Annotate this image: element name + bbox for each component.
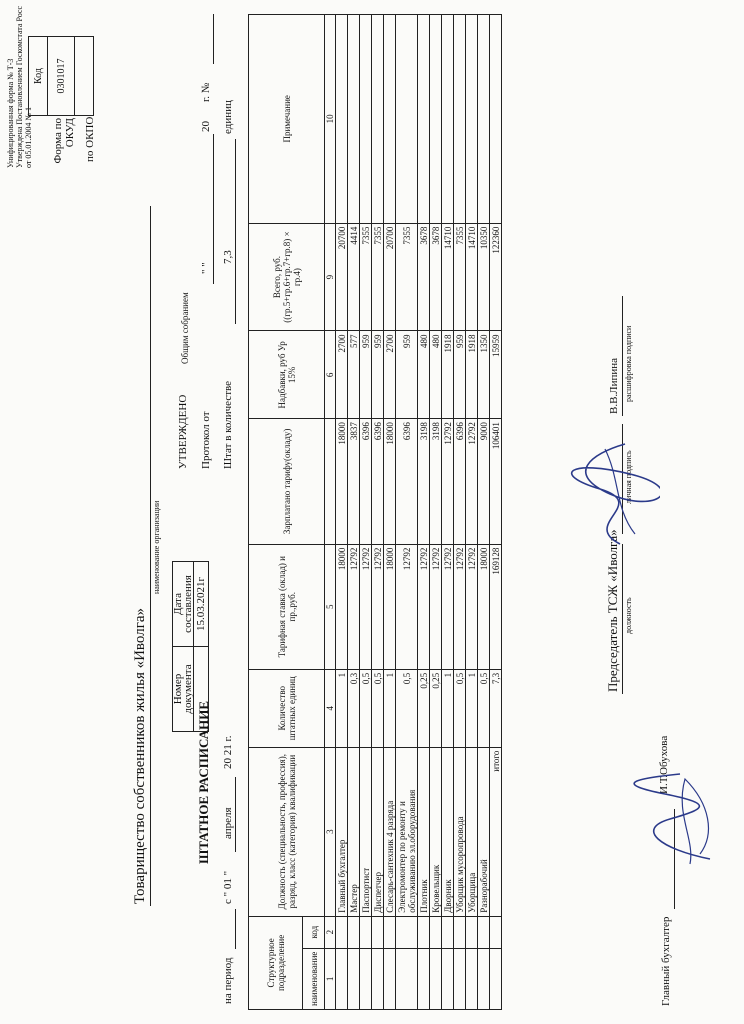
note-cell (384, 15, 396, 224)
col-number: 4 (325, 669, 336, 747)
position-cell: Уборщица (466, 747, 478, 916)
position-cell: Электромонтер по ремонту и обслуживанию эл.оборудования (396, 747, 418, 916)
chairman-name-line (622, 296, 623, 416)
total-cell: 10350 (478, 223, 490, 331)
table-row (478, 15, 490, 1010)
note-cell (430, 15, 442, 224)
struct-code-cell (478, 916, 490, 948)
total-salary: 106401 (490, 419, 502, 544)
salary-cell: 3837 (348, 419, 360, 544)
bonus-cell: 1918 (466, 331, 478, 419)
table-row (396, 15, 418, 1010)
doc-number-date-box (172, 561, 209, 732)
table-row (454, 15, 466, 1010)
rate-cell: 12792 (348, 544, 360, 669)
struct-code-cell (396, 916, 418, 948)
note-cell (336, 15, 348, 224)
total-rate: 169128 (490, 544, 502, 669)
struct-code-cell (384, 916, 396, 948)
position-cell: Плотник (418, 747, 430, 916)
note-cell (442, 15, 454, 224)
struct-name-cell (430, 948, 442, 1009)
accountant-label: Главный бухгалтер (660, 916, 672, 1006)
bonus-cell: 2700 (384, 331, 396, 419)
count-cell: 0,5 (454, 669, 466, 747)
organization-name: Товарищество собственников жилья «Иволга» (132, 607, 148, 904)
total-cell: 3678 (430, 223, 442, 331)
table-row (384, 15, 396, 1010)
col-number: 6 (325, 331, 336, 419)
approval-year-prefix: 20 (200, 121, 212, 132)
total-cell: 20700 (336, 223, 348, 331)
struct-name-cell (372, 948, 384, 1009)
count-cell: 1 (336, 669, 348, 747)
rate-cell: 18000 (478, 544, 490, 669)
note-cell (348, 15, 360, 224)
chairman-name: В.В.Липина (608, 357, 620, 414)
header-struct-code: код (303, 916, 325, 948)
header-position: Должность (специальность, профессия), разряд, класс (категория) квалификации (249, 747, 325, 916)
period-year: 20 21 г. (222, 735, 234, 769)
note-cell (466, 15, 478, 224)
doc-date-label: Дата составления (173, 562, 194, 647)
position-cell: Кровельщик (430, 747, 442, 916)
bonus-cell: 959 (454, 331, 466, 419)
table-row (442, 15, 454, 1010)
salary-cell: 6396 (454, 419, 466, 544)
salary-cell: 12792 (466, 419, 478, 544)
column-numbers-row (325, 15, 336, 1010)
bonus-cell: 959 (360, 331, 372, 419)
chairman-signature (560, 434, 660, 554)
count-cell: 0,25 (430, 669, 442, 747)
total-total: 122360 (490, 223, 502, 331)
approval-staff-value: 7,3 (222, 250, 234, 264)
position-cell: Уборщик мусоропровода (454, 747, 466, 916)
position-cell: Мастер (348, 747, 360, 916)
count-cell: 0,3 (348, 669, 360, 747)
header-total: Всего, руб. ((гр.5+гр.6+гр.7+гр.8) × гр.4) (249, 223, 325, 331)
count-cell: 0,5 (360, 669, 372, 747)
note-cell (418, 15, 430, 224)
struct-code-cell (348, 916, 360, 948)
struct-code-cell (360, 916, 372, 948)
organization-underline (150, 206, 151, 906)
struct-code-cell (418, 916, 430, 948)
total-count: 7,3 (490, 669, 502, 747)
salary-cell: 3198 (430, 419, 442, 544)
salary-cell: 18000 (384, 419, 396, 544)
bonus-cell: 1350 (478, 331, 490, 419)
header-salary: Зарплатано тарифу(окладу) (249, 419, 325, 544)
struct-name-cell (454, 948, 466, 1009)
table-row (336, 15, 348, 1010)
salary-cell: 6396 (372, 419, 384, 544)
period-label: на период (222, 957, 234, 1004)
rate-cell: 18000 (336, 544, 348, 669)
total-cell: 7355 (396, 223, 418, 331)
code-header: Код (29, 37, 48, 116)
salary-cell: 12792 (442, 419, 454, 544)
note-cell (360, 15, 372, 224)
struct-name-cell (336, 948, 348, 1009)
salary-cell: 3198 (418, 419, 430, 544)
staff-table (248, 14, 502, 1010)
personal-caption: личная подпись (624, 450, 633, 504)
form-info-line3: от 05.01.2004 № 1 (24, 106, 33, 169)
position-cell: Слесарь-сантехник 4 разряда (384, 747, 396, 916)
rate-cell: 12792 (430, 544, 442, 669)
approval-number-line (213, 14, 214, 64)
form-info-line2: Утверждена Постановлением Госкомстата Росс (15, 6, 24, 169)
total-row (490, 15, 502, 1010)
salary-cell: 6396 (360, 419, 372, 544)
struct-code-cell (336, 916, 348, 948)
struct-name-cell (348, 948, 360, 1009)
total-cell: 7355 (454, 223, 466, 331)
accountant-name: И.Т.Обухова (658, 735, 670, 794)
accountant-signature (620, 764, 730, 874)
position-cell: Диспетчер (372, 747, 384, 916)
col-number: 5 (325, 544, 336, 669)
count-cell: 1 (442, 669, 454, 747)
col-number: 10 (325, 15, 336, 224)
doc-number-label: Номер документа (173, 647, 194, 732)
code-box (28, 36, 94, 116)
rate-cell: 12792 (396, 544, 418, 669)
header-count: Количество штатных единиц (249, 669, 325, 747)
count-cell: 0,5 (396, 669, 418, 747)
struct-code-cell (430, 916, 442, 948)
table-row (360, 15, 372, 1010)
col-number: 9 (325, 223, 336, 331)
total-cell: 3678 (418, 223, 430, 331)
rate-cell: 12792 (442, 544, 454, 669)
rate-cell: 12792 (372, 544, 384, 669)
struct-code-cell (466, 916, 478, 948)
count-cell: 0,25 (418, 669, 430, 747)
position-caption: должность (624, 597, 633, 634)
count-cell: 0,5 (478, 669, 490, 747)
struct-name-cell (360, 948, 372, 1009)
table-row (466, 15, 478, 1010)
col-number: 2 (325, 916, 336, 948)
note-cell (454, 15, 466, 224)
salary-cell: 6396 (396, 419, 418, 544)
period-month: апреля (222, 807, 234, 839)
approval-staff-line (235, 139, 236, 324)
position-cell: Паспортист (360, 747, 372, 916)
rate-cell: 18000 (384, 544, 396, 669)
approval-year-suffix: г. № (200, 82, 212, 102)
total-cell: 7355 (372, 223, 384, 331)
rate-cell: 12792 (466, 544, 478, 669)
total-cell: 20700 (384, 223, 396, 331)
table-row (418, 15, 430, 1010)
bonus-cell: 1918 (442, 331, 454, 419)
approval-date-line (213, 134, 214, 284)
organization-caption: наименование организации (152, 500, 161, 594)
approval-approved: УТВЕРЖДЕНО (177, 394, 189, 469)
table-row (372, 15, 384, 1010)
approval-date-quote: " " (200, 262, 212, 274)
period-from: с " 01 " (222, 870, 234, 904)
count-cell: 0,5 (372, 669, 384, 747)
salary-cell: 9000 (478, 419, 490, 544)
doc-date-value: 15.03.2021г (194, 562, 209, 647)
bonus-cell: 959 (372, 331, 384, 419)
struct-name-cell (478, 948, 490, 1009)
document-title: ШТАТНОЕ РАСПИСАНИЕ (196, 700, 211, 864)
struct-code-cell (454, 916, 466, 948)
header-struct: Структурное подразделение (249, 916, 303, 1009)
header-rate: Тарифная ставка (оклад) и пр.,руб. (249, 544, 325, 669)
position-cell: Разнорабочий (478, 747, 490, 916)
note-cell (372, 15, 384, 224)
chairman-title-line (622, 544, 623, 694)
period-line (235, 909, 236, 949)
header-bonus: Надбавки, руб Ур 15% (249, 331, 325, 419)
total-bonus: 15959 (490, 331, 502, 419)
rate-cell: 12792 (418, 544, 430, 669)
okud-label: Форма по ОКУД (52, 118, 76, 164)
bonus-cell: 959 (396, 331, 418, 419)
bonus-cell: 480 (418, 331, 430, 419)
approval-staff-label: Штат в количестве (222, 380, 234, 469)
total-cell: 14710 (442, 223, 454, 331)
bonus-cell: 577 (348, 331, 360, 419)
total-label: итого (490, 747, 502, 916)
rate-cell: 12792 (454, 544, 466, 669)
decode-caption: расшифровка подписи (624, 325, 633, 402)
table-row (348, 15, 360, 1010)
total-cell: 4414 (348, 223, 360, 331)
note-cell (478, 15, 490, 224)
approval-by: Общим собранием (180, 292, 190, 364)
table-row (430, 15, 442, 1010)
header-struct-name: наименование (303, 948, 325, 1009)
position-cell: Дворник (442, 747, 454, 916)
struct-name-cell (418, 948, 430, 1009)
form-info-line1: Унифицированная форма № Т-3 (6, 58, 15, 169)
col-number: 3 (325, 747, 336, 916)
okud-value: 0301017 (48, 37, 75, 116)
period-month-line (235, 777, 236, 852)
note-cell (396, 15, 418, 224)
struct-code-cell (372, 916, 384, 948)
total-cell: 7355 (360, 223, 372, 331)
header-note: Примечание (249, 15, 325, 224)
okpo-value (75, 37, 94, 116)
struct-name-cell (466, 948, 478, 1009)
approval-staff-unit: единиц (222, 100, 234, 134)
total-cell: 14710 (466, 223, 478, 331)
approval-protocol: Протокол от (200, 411, 212, 469)
struct-name-cell (442, 948, 454, 1009)
bonus-cell: 480 (430, 331, 442, 419)
col-number (325, 419, 336, 544)
struct-name-cell (396, 948, 418, 1009)
chairman-title: Председатель ТСЖ «Иволга» (605, 529, 620, 692)
rate-cell: 12792 (360, 544, 372, 669)
salary-cell: 18000 (336, 419, 348, 544)
count-cell: 1 (466, 669, 478, 747)
position-cell: Главный бухгалтер (336, 747, 348, 916)
okpo-label: по ОКПО (84, 116, 96, 162)
count-cell: 1 (384, 669, 396, 747)
bonus-cell: 2700 (336, 331, 348, 419)
doc-number-value (194, 647, 209, 732)
struct-name-cell (384, 948, 396, 1009)
struct-code-cell (442, 916, 454, 948)
col-number: 1 (325, 948, 336, 1009)
